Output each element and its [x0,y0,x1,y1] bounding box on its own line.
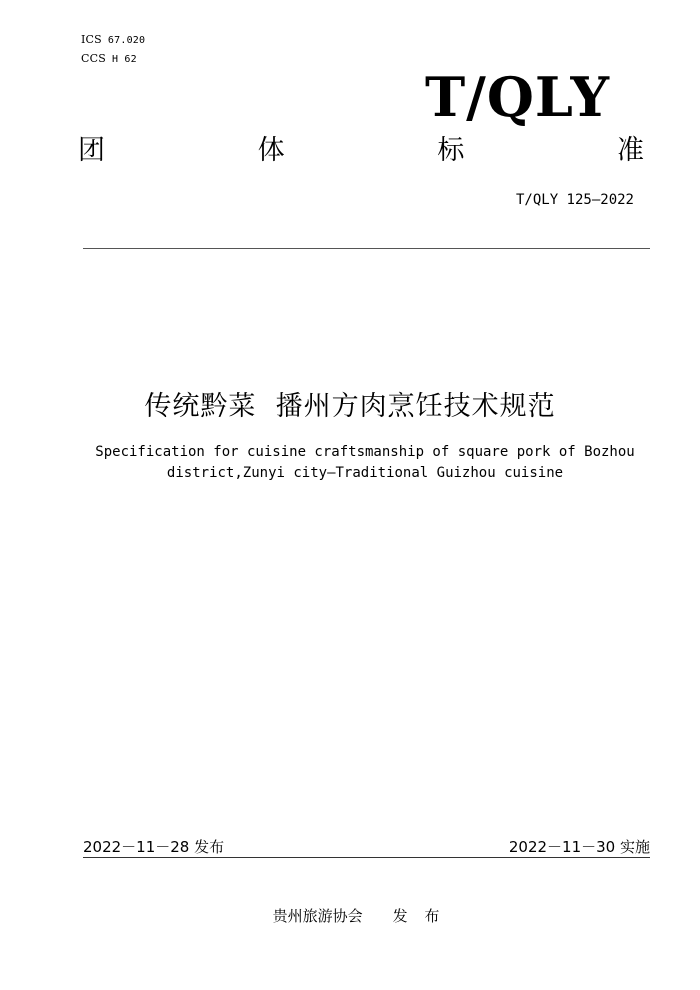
standard-type-heading [78,137,644,164]
ics-classification [81,33,145,46]
ccs-label: CCS [81,52,106,65]
standard-type-char: 团 [78,135,105,166]
ics-label: ICS [81,33,102,46]
ccs-classification [81,52,137,65]
ics-value: 67.020 [107,35,146,46]
top-divider [83,248,650,249]
title-chinese: 传统黔菜 播州方肉烹饪技术规范 [144,391,556,422]
publisher-action: 发 布 [392,907,446,925]
ccs-value: H 62 [111,54,137,65]
implementation-date: 2022－11－30 实施 [508,838,650,856]
publisher-line [0,905,700,926]
standard-number: T/QLY 125—2022 [515,192,634,208]
publisher-name: 贵州旅游协会 [272,907,363,925]
standard-type-char: 体 [257,135,285,166]
standard-code-logo: T/QLY [424,65,610,129]
title-english [60,442,670,484]
issue-date: 2022－11－28 发布 [83,838,225,856]
standard-type-char: 准 [616,135,644,166]
title-english-line: district,Zunyi city—Traditional Guizhou cuisine [166,465,564,481]
bottom-divider [83,857,650,858]
standard-type-char: 标 [437,135,465,166]
title-english-line: Specification for cuisine craftsmanship of square pork of Bozhou [95,444,635,460]
